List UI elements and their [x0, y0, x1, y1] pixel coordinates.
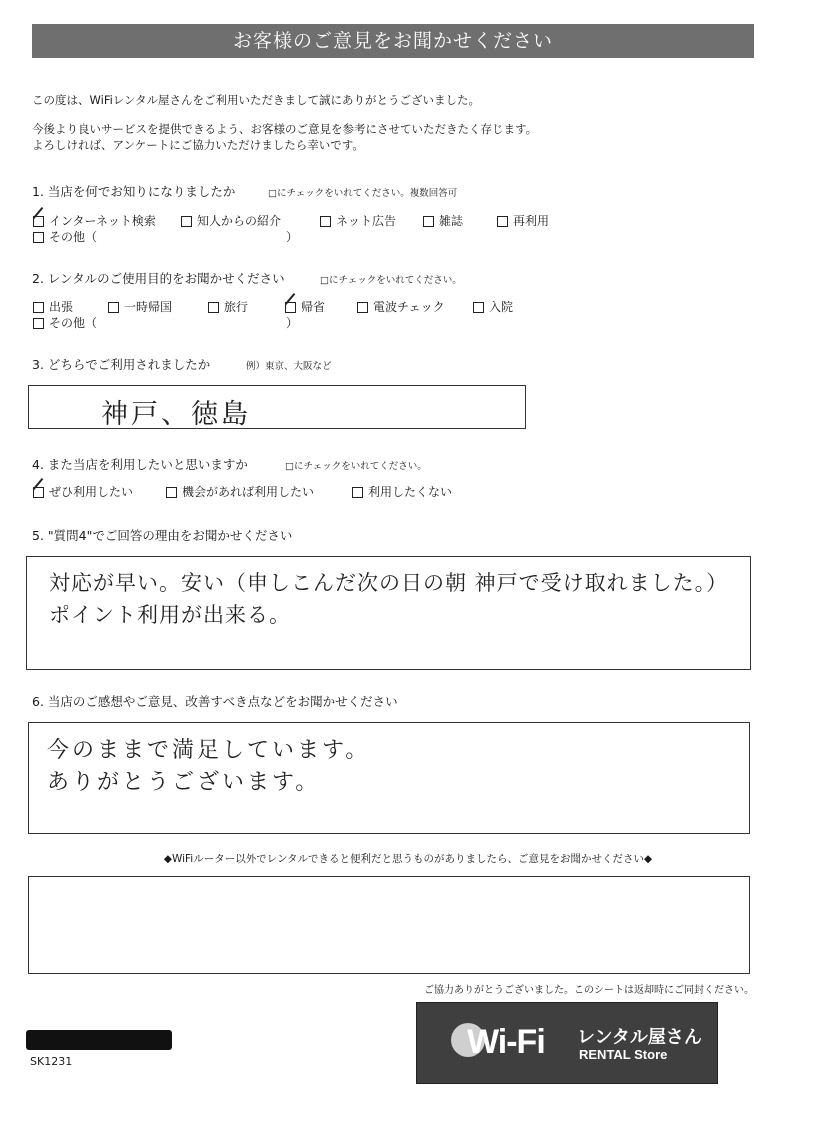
q4-option-if-chance[interactable]: 機会があれば利用したい	[166, 484, 314, 500]
page-title: お客様のご意見をお聞かせください	[32, 24, 754, 58]
checkbox[interactable]	[497, 216, 508, 227]
q2-title: 2. レンタルのご使用目的をお聞かせください	[32, 271, 285, 286]
q5-answer-line-1: 対応が早い。安い（申しこんだ次の日の朝 神戸で受け取れました。）	[49, 571, 729, 595]
q1-other-close: ）	[286, 230, 299, 244]
q1-option-referral[interactable]: 知人からの紹介	[181, 213, 281, 229]
q6-answer-line-2: ありがとうございます。	[47, 770, 321, 795]
checkbox[interactable]	[181, 216, 192, 227]
intro-line-2: 今後より良いサービスを提供できるよう、お客様のご意見を参考にさせていただきたく存じます。	[32, 122, 538, 136]
q1-title: 1. 当店を何でお知りになりましたか	[32, 184, 236, 199]
checkbox-checked[interactable]	[33, 487, 44, 498]
checkbox[interactable]	[352, 487, 363, 498]
q2-note: □にチェックをいれてください。	[320, 275, 462, 286]
logo-wifi-text: Wi-Fi	[467, 1023, 545, 1061]
q5-answer-box[interactable]	[26, 556, 751, 670]
q2-other-close: ）	[286, 316, 299, 330]
checkbox-checked[interactable]	[33, 216, 44, 227]
q1-note: □にチェックをいれてください。複数回答可	[268, 188, 458, 199]
q4-title: 4. また当店を利用したいと思いますか	[32, 457, 248, 472]
checkbox[interactable]	[108, 302, 119, 313]
intro-line-1: この度は、WiFiレンタル屋さんをご利用いただきまして誠にありがとうございました。	[32, 93, 481, 107]
logo-name-en: RENTAL Store	[579, 1047, 668, 1062]
q5-answer-line-2: ポイント利用が出来る。	[49, 603, 291, 627]
q1-option-magazine[interactable]: 雑誌	[423, 213, 463, 229]
checkbox[interactable]	[33, 302, 44, 313]
company-logo	[416, 1002, 718, 1084]
q3-answer-box[interactable]	[28, 385, 526, 429]
q3-note: 例）東京、大阪など	[246, 361, 332, 372]
q2-option-hospital[interactable]: 入院	[473, 299, 513, 315]
q4-option-no[interactable]: 利用したくない	[352, 484, 452, 500]
q4-option-definitely[interactable]: ぜひ利用したい	[33, 484, 133, 500]
q2-option-business[interactable]: 出張	[33, 299, 73, 315]
q3-title: 3. どちらでご利用されましたか	[32, 357, 211, 372]
q1-option-reuse[interactable]: 再利用	[497, 213, 549, 229]
checkbox-checked[interactable]	[285, 302, 296, 313]
checkbox[interactable]	[473, 302, 484, 313]
q6-answer-line-1: 今のままで満足しています。	[47, 738, 371, 763]
q1-option-net-ad[interactable]: ネット広告	[320, 213, 396, 229]
extra-answer-box[interactable]	[28, 876, 750, 974]
q2-option-temp-return[interactable]: 一時帰国	[108, 299, 172, 315]
q2-option-travel[interactable]: 旅行	[208, 299, 248, 315]
checkbox[interactable]	[166, 487, 177, 498]
redacted-barcode	[26, 1030, 172, 1050]
q1-option-other[interactable]: その他（	[33, 229, 97, 245]
q1-option-internet[interactable]: インターネット検索	[33, 213, 156, 229]
checkbox[interactable]	[33, 318, 44, 329]
q5-title: 5. "質問4"でご回答の理由をお聞かせください	[32, 528, 293, 543]
q4-note: □にチェックをいれてください。	[285, 461, 427, 472]
q3-answer-text: 神戸、徳島	[101, 399, 251, 430]
q2-option-signal-check[interactable]: 電波チェック	[357, 299, 445, 315]
q6-title: 6. 当店のご感想やご意見、改善すべき点などをお聞かせください	[32, 694, 398, 709]
thanks-note: ご協力ありがとうございました。このシートは返却時にご同封ください。	[424, 985, 754, 996]
q2-option-other[interactable]: その他（	[33, 315, 97, 331]
q2-option-homecoming[interactable]: 帰省	[285, 299, 325, 315]
checkbox[interactable]	[423, 216, 434, 227]
checkbox[interactable]	[320, 216, 331, 227]
checkbox[interactable]	[208, 302, 219, 313]
q6-answer-box[interactable]	[28, 722, 750, 834]
sheet-code: SK1231	[30, 1055, 73, 1068]
checkbox[interactable]	[357, 302, 368, 313]
checkbox[interactable]	[33, 232, 44, 243]
extra-prompt: ◆WiFiルーター以外でレンタルできると便利だと思うものがありましたら、ご意見をお聞かせください◆	[163, 853, 653, 865]
intro-line-3: よろしければ、アンケートにご協力いただけましたら幸いです。	[32, 138, 364, 152]
logo-name-ja: レンタル屋さん	[577, 1027, 702, 1048]
